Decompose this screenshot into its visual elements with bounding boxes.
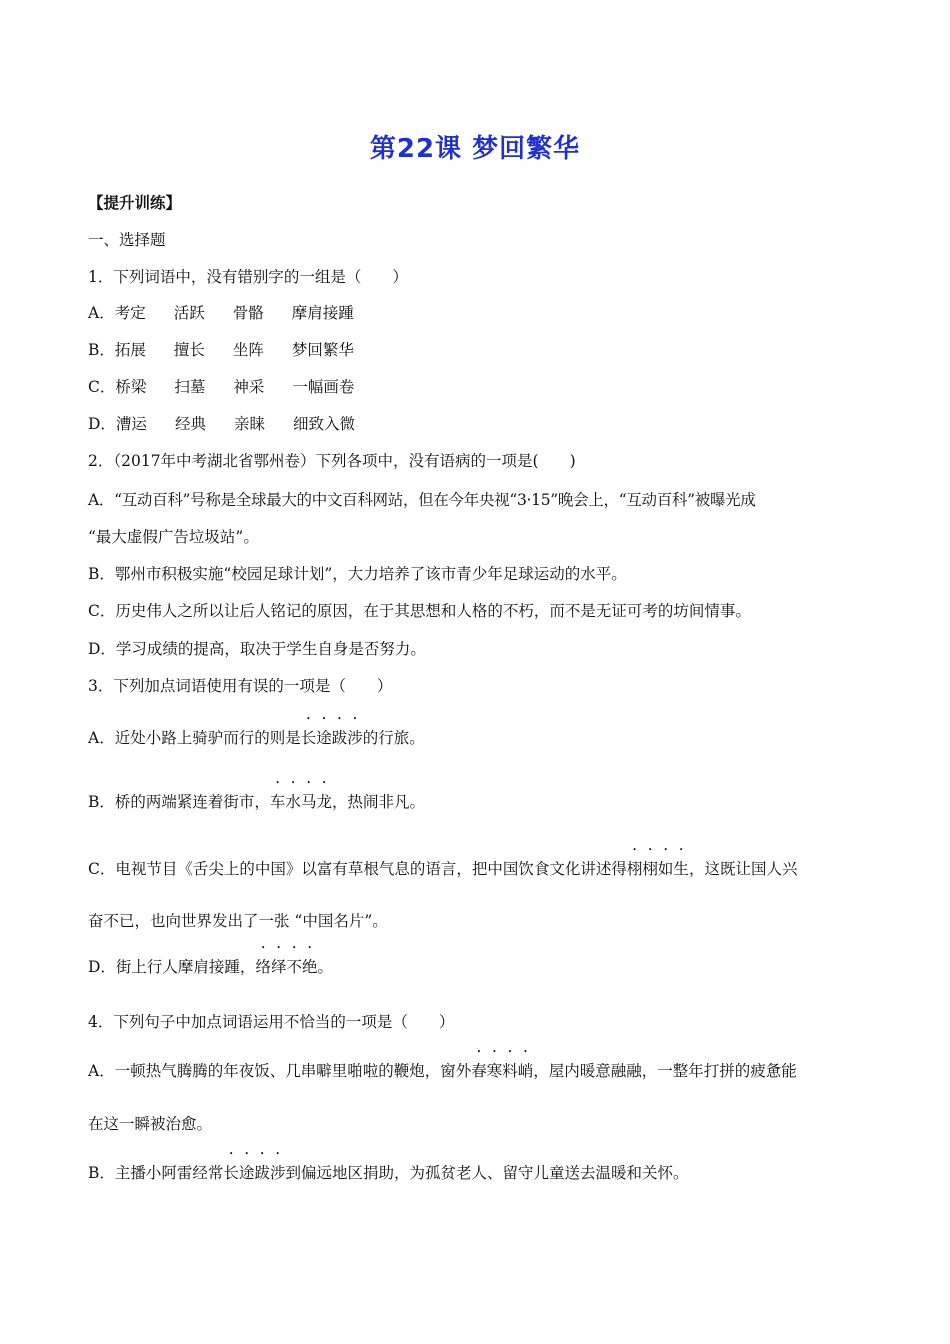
emphasis-char: 长 [223, 1164, 239, 1182]
question-2-stem: 2．（2017年中考湖北省鄂州卷）下列各项中，没有语病的一项是( ) [88, 452, 576, 470]
emphasis-char: 络 [255, 958, 271, 976]
question-3-option-d: D．街上行人摩肩接踵，络绎不绝。 [88, 958, 334, 976]
emphasis-char: 龙 [316, 793, 332, 811]
emphasis-char: 寒 [486, 1062, 503, 1080]
question-4-option-b: B．主播小阿雷经常长途跋涉到偏远地区捐助，为孤贫老人、留守儿童送去温暖和关怀。 [88, 1164, 689, 1182]
emphasis-char: 峭 [517, 1062, 534, 1080]
question-1-option-c: C．桥梁 扫墓 神采 一幅画卷 [88, 378, 355, 396]
question-4-stem: 4．下列句子中加点词语运用不恰当的一项是（ ） [88, 1013, 455, 1031]
emphasis-char: 绎 [270, 958, 287, 976]
dotted-phrase [223, 1164, 285, 1182]
question-2-option-c: C．历史伟人之所以让后人铭记的原因，在于其思想和人格的不朽，而不是无证可考的坊间情事。 [88, 602, 751, 620]
part-heading: 一、选择题 [88, 231, 166, 249]
emphasis-char: 车 [269, 793, 286, 811]
emphasis-char: 水 [285, 793, 301, 811]
emphasis-char: 春 [471, 1062, 487, 1080]
dotted-phrase [270, 793, 332, 811]
emphasis-char: 跋 [254, 1164, 270, 1182]
section-heading: 【提升训练】 [88, 194, 182, 212]
emphasis-char: 绝 [301, 958, 318, 976]
emphasis-char: 跋 [331, 729, 348, 747]
emphasis-char: 栩 [642, 860, 658, 878]
question-1-option-a: A．考定 活跃 骨骼 摩肩接踵 [88, 304, 354, 322]
question-3-option-c: C．电视节目《舌尖上的中国》以富有草根气息的语言，把中国饮食文化讲述得栩栩如生，这既让国人兴 [88, 860, 798, 878]
emphasis-char: 途 [316, 729, 332, 747]
emphasis-char: 长 [300, 729, 317, 747]
question-3-stem: 3．下列加点词语使用有误的一项是（ ） [88, 677, 393, 695]
question-1-stem: 1．下列词语中，没有错别字的一组是（ ） [88, 268, 408, 286]
question-1-option-d: D．漕运 经典 亲睐 细致入微 [88, 415, 355, 433]
dotted-phrase [471, 1062, 533, 1080]
emphasis-char: 涉 [269, 1164, 286, 1182]
question-3-option-c-continued: 奋不已，也向世界发出了一张 “中国名片”。 [88, 912, 388, 930]
question-2-option-d: D．学习成绩的提高，取决于学生自身是否努力。 [88, 640, 426, 658]
emphasis-char: 不 [286, 958, 302, 976]
question-2-option-a-continued: “最大虚假广告垃圾站”。 [88, 528, 259, 546]
emphasis-char: 栩 [626, 860, 643, 878]
dotted-phrase [627, 860, 689, 878]
emphasis-char: 料 [502, 1062, 518, 1080]
question-3-option-a: A．近处小路上骑驴而行的则是长途跋涉的行旅。 [88, 729, 425, 747]
emphasis-char: 如 [657, 860, 674, 878]
question-4-option-a-continued: 在这一瞬被治愈。 [88, 1115, 213, 1133]
dotted-phrase [255, 958, 317, 976]
question-2-option-b: B．鄂州市积极实施“校园足球计划”，大力培养了该市青少年足球运动的水平。 [88, 565, 627, 583]
question-4-option-a: A．一顿热气腾腾的年夜饭、几串噼里啪啦的鞭炮，窗外春寒料峭，屋内暖意融融，一整年打拼的疲惫能 [88, 1062, 797, 1080]
question-1-option-b: B．拓展 擅长 坐阵 梦回繁华 [88, 341, 354, 359]
emphasis-char: 生 [673, 860, 689, 878]
question-2-option-a: A．“互动百科”号称是全球最大的中文百科网站，但在今年央视“3·15”晚会上，“互动百科”被曝光成 [88, 491, 756, 509]
dotted-phrase [301, 729, 363, 747]
emphasis-char: 途 [238, 1164, 255, 1182]
question-3-option-b: B．桥的两端紧连着街市，车水马龙，热闹非凡。 [88, 793, 425, 811]
page-title: 第22课 梦回繁华 [369, 134, 581, 164]
emphasis-char: 涉 [347, 729, 363, 747]
emphasis-char: 马 [300, 793, 317, 811]
